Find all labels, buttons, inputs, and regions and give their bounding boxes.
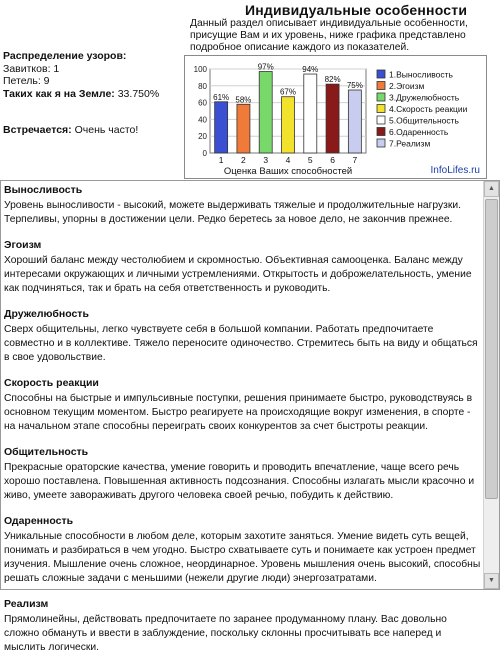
bar-value-label: 94% (302, 65, 319, 75)
legend-label: 1.Выносливость (389, 69, 453, 80)
y-tick-label: 80 (198, 81, 207, 91)
how-many-label: Таких как я на Земле: (3, 87, 115, 100)
legend-label: 4.Скорость реакции (389, 104, 468, 114)
trait-title: Выносливость (4, 184, 83, 196)
legend-swatch (377, 105, 385, 113)
legend-label: 7.Реализм (389, 138, 431, 149)
x-tick-label: 6 (330, 155, 335, 165)
section-gap (4, 296, 482, 305)
legend-swatch (377, 93, 385, 101)
pattern-distribution (3, 50, 159, 100)
legend-label: 6.Одаренность (389, 127, 449, 137)
traits-list (4, 181, 482, 655)
section-gap (4, 365, 482, 374)
bar (237, 104, 250, 153)
trait-section (4, 308, 482, 365)
bar (282, 97, 295, 153)
frequency-value: Очень часто! (74, 124, 139, 136)
y-tick-label: 20 (198, 132, 207, 142)
x-tick-label: 3 (263, 155, 269, 165)
legend-label: 5.Общительность (389, 115, 459, 126)
trait-description: Уникальные способности в любом деле, которым захотите заняться. Умение видеть суть вещей, понимать и разбираться в чем угодно. Быстро схватываете суть и понимаете как устроен предмет изучения. Мышление очень сложное, неординарное. Уровень мышления очень высокий, способны решать сложные задачи с меньшими (нежели другие люди) энергозатратами. (4, 531, 481, 584)
legend-swatch (377, 82, 385, 90)
trait-description: Прекрасные ораторские качества, умение говорить и проводить впечатление, чаще всего речь хорошо поставлена. Повышенная активность подсознания. Способны излагать мысли красочно и живо, умеете завораживать другого человека своей речью, побудить к действию. (4, 462, 475, 501)
x-tick-label: 4 (285, 155, 291, 165)
x-tick-label: 5 (307, 155, 313, 165)
section-gap (4, 434, 482, 443)
trait-section (4, 239, 482, 296)
trait-description: Сверх общительны, легко чувствуете себя в большой компании. Работать предпочитаете совместно и в коллективе. Тяжело переносите одиночество. Стремитесь быть на виду и общаться в свое удовольствие. (4, 324, 478, 363)
section-gap (4, 227, 482, 236)
bar-value-label: 75% (346, 81, 363, 90)
y-tick-label: 100 (193, 65, 207, 74)
section-gap (4, 586, 482, 595)
trait-description: Способны на быстрые и импульсивные поступки, решения принимаете быстро, руководствуясь в основном текущим моментом. Быстро реагируете на происходящие вокруг изменения, в спорте - на начальном этапе способны переиграть своих конкурентов за счет быстроты реакции. (4, 393, 473, 432)
bar (326, 84, 339, 153)
legend-label: 3.Дружелюбность (389, 92, 460, 103)
bar (304, 74, 317, 153)
legend-swatch (377, 139, 385, 147)
trait-description: Уровень выносливости - высокий, можете выдерживать тяжелые и продолжительные нагрузки. Терпеливы, упорны в достижении цели. Редко беретесь за новое дело, не закончив прежнее. (4, 200, 462, 225)
trait-title: Дружелюбность (4, 308, 89, 320)
abilities-chart (184, 55, 487, 179)
trait-section (4, 515, 482, 586)
trait-section (4, 184, 482, 227)
trait-title: Эгоизм (4, 239, 42, 251)
source-link[interactable]: InfoLifes.ru (430, 165, 480, 176)
legend-swatch (377, 116, 385, 124)
trait-section (4, 446, 482, 503)
vertical-scrollbar[interactable] (483, 181, 499, 589)
x-tick-label: 1 (218, 155, 224, 165)
bar-value-label: 97% (257, 62, 274, 72)
bar (215, 102, 228, 153)
legend-swatch (377, 128, 385, 136)
bar (259, 72, 272, 153)
trait-title: Общительность (4, 446, 89, 458)
x-axis-label: Оценка Ваших способностей (223, 166, 353, 177)
traits-scroll-panel[interactable] (0, 180, 500, 653)
bar (348, 90, 361, 153)
legend-swatch (377, 70, 385, 78)
trait-title: Одаренность (4, 515, 74, 527)
legend-label: 2.Эгоизм (389, 81, 425, 91)
chart-canvas (185, 56, 486, 178)
whorls-count: Завитков: 1 (3, 62, 60, 75)
bar-value-label: 67% (279, 87, 297, 97)
y-tick-label: 0 (202, 149, 207, 158)
how-many-value: 33.750% (117, 87, 160, 100)
intro-text: Данный раздел описывает индивидуальные особенности, присущие Вам и их уровень, ниже графика представлено подробное описание каждого из показателей. (190, 18, 468, 53)
bar-value-label: 58% (235, 95, 252, 105)
x-tick-label: 2 (241, 155, 246, 165)
scroll-down-icon[interactable]: ▼ (484, 573, 499, 589)
section-gap (4, 503, 482, 512)
trait-section (4, 377, 482, 434)
x-tick-label: 7 (352, 155, 358, 165)
bar-value-label: 61% (213, 92, 230, 102)
frequency-line (3, 124, 138, 136)
page-title: Индивидуальные особенности (245, 2, 468, 18)
how-many-like-me (3, 88, 159, 101)
trait-description: Прямолинейны, действовать предпочитаете по заранее продуманному плану. Вас довольно сложно обмануть и ввести в заблуждение, поскольку склонны просчитывать все наперед и мыслить логически. (4, 614, 447, 653)
bar-value-label: 82% (324, 75, 341, 85)
pattern-heading: Распределение узоров: (3, 50, 127, 62)
frequency-label: Встречается: (3, 124, 72, 136)
trait-section (4, 598, 482, 655)
y-tick-label: 40 (198, 115, 207, 125)
header-area (0, 0, 500, 178)
trait-title: Реализм (4, 598, 49, 610)
y-tick-label: 60 (198, 98, 207, 108)
trait-description: Хороший баланс между честолюбием и скромностью. Объективная самооценка. Баланс между интересами окружающих и личными устремлениями. Открытость и доброжелательность, умение как подчиняться, так и брать на себя ответственность и руководить. (4, 255, 472, 294)
scroll-up-icon[interactable]: ▲ (484, 181, 499, 197)
scrollbar-thumb[interactable] (485, 199, 498, 499)
loops-count: Петель: 9 (3, 75, 50, 87)
trait-title: Скорость реакции (4, 377, 99, 389)
